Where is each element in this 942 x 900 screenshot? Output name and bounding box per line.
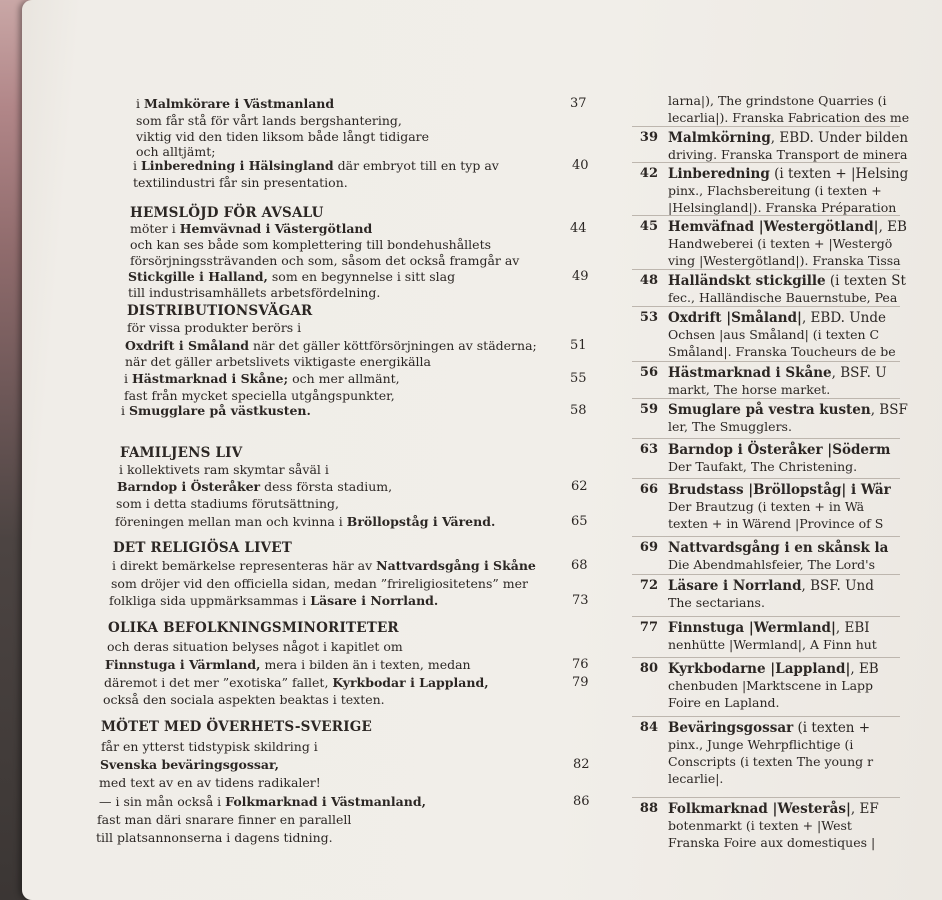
image-number: 56 [639, 365, 658, 380]
bold-title: Hästmarknad i Skåne [668, 365, 832, 381]
image-number: 39 [639, 130, 658, 145]
index-line: driving. Franska Transport de minera [668, 147, 908, 162]
section-heading: DISTRIBUTIONSVÄGAR [127, 303, 313, 319]
page-number: 82 [573, 757, 590, 772]
text-span: för vissa produkter berörs i [127, 320, 302, 335]
index-line [668, 402, 908, 418]
bold-title: Läsare i Norrland. [310, 593, 439, 608]
bold-title: Halländskt stickgille [668, 273, 826, 289]
page-number: 44 [570, 221, 587, 236]
text-span: — i sin mån också i [99, 794, 226, 809]
index-line [668, 661, 879, 677]
text-span: och mer allmänt, [288, 371, 400, 386]
index-line: fec., Halländische Bauernstube, Pea [668, 290, 898, 305]
image-number: 77 [639, 620, 658, 635]
page-number: 37 [570, 96, 587, 111]
text-span: möter i [130, 221, 180, 236]
text-span: föreningen mellan man och kvinna i [115, 514, 347, 529]
text-span: i kollektivets ram skymtar såväl i [119, 462, 329, 477]
bold-title: Nattvardsgång i en skånsk la [668, 540, 889, 556]
image-number: 53 [639, 310, 658, 325]
section-heading: DET RELIGIÖSA LIVET [113, 540, 293, 556]
bold-title: Stickgille i Halland, [128, 269, 268, 284]
page-number: 73 [572, 593, 589, 608]
index-line [668, 219, 907, 235]
index-line [668, 310, 886, 326]
text-span: , BSF [870, 402, 908, 418]
bold-title: Nattvardsgång i Skåne [376, 558, 536, 573]
text-line [105, 657, 471, 673]
bold-title: Barndop i Österåker |Söderm [668, 442, 891, 458]
page-number: 68 [571, 558, 588, 573]
text-line [97, 812, 351, 828]
text-line [136, 129, 429, 145]
text-span: (i texten + |Helsing [769, 166, 909, 182]
bold-title: Finnstuga |Wermland| [668, 620, 836, 636]
text-span: (i texten St [825, 273, 906, 289]
entry-divider [632, 162, 900, 163]
text-span: där embryot till en typ av [333, 158, 499, 173]
text-line [130, 253, 519, 269]
bold-title: Linberedning i Hälsingland [140, 158, 334, 173]
text-line [115, 514, 495, 530]
entry-divider [632, 716, 900, 717]
text-line [103, 692, 385, 708]
index-line: Conscripts (i texten The young r [668, 754, 874, 769]
page-number: 62 [571, 479, 588, 494]
text-span: får en ytterst tidstypisk skildring i [101, 739, 318, 754]
text-span: i [124, 371, 132, 386]
bold-title: Brudstass |Bröllopståg| i Wär [668, 482, 891, 498]
text-span: , EBD. Unde [801, 310, 886, 326]
bold-title: Hästmarknad i Skåne; [131, 371, 289, 386]
text-line [96, 830, 333, 846]
index-line [668, 273, 906, 289]
text-span: folkliga sida uppmärksammas i [109, 593, 311, 608]
text-span: som dröjer vid den officiella sidan, medan ”frireligiositetens” mer [111, 576, 528, 591]
index-line: nenhütte |Wermland|, A Finn hut [668, 637, 877, 652]
text-line [128, 285, 380, 301]
text-span: också den sociala aspekten beaktas i texten. [103, 692, 385, 707]
text-span: till industrisamhällets arbetsfördelning. [128, 285, 381, 300]
text-line [130, 237, 491, 253]
text-line [119, 462, 329, 478]
text-span: med text av en av tidens radikaler! [99, 775, 321, 790]
bold-title: Svenska beväringsgossar, [100, 757, 280, 772]
text-span: när det gäller arbetslivets viktigaste energikälla [125, 354, 431, 369]
bold-title: Smugglare på västkusten. [128, 403, 311, 418]
index-line [668, 578, 874, 594]
text-span: , EBI [835, 620, 870, 636]
bold-title: Malmkörare i Västmanland [143, 96, 335, 111]
index-line: |Helsingland|). Franska Préparation [668, 200, 897, 215]
bold-title: Linberedning [668, 166, 770, 182]
text-line [127, 320, 301, 336]
index-line [668, 482, 891, 498]
entry-divider [632, 269, 900, 270]
index-line: Der Brautzug (i texten + in Wä [668, 499, 865, 514]
page-number: 65 [571, 514, 588, 529]
index-line [668, 801, 879, 817]
image-number: 72 [639, 578, 658, 593]
text-span: när det gäller köttförsörjningen av städerna; [249, 338, 537, 353]
text-span: som en begynnelse i sitt slag [267, 269, 456, 284]
text-span: i [121, 403, 129, 418]
index-line: lecarlie|. [668, 771, 724, 786]
image-number: 42 [639, 166, 658, 181]
text-line [99, 775, 321, 791]
bold-title: Beväringsgossar [668, 720, 794, 736]
text-span: i direkt bemärkelse representeras här av [112, 558, 377, 573]
text-span: viktig vid den tiden liksom både långt tidigare [136, 129, 430, 144]
index-line: ler, The Smugglers. [668, 419, 792, 434]
entry-divider [632, 616, 900, 617]
text-span: däremot i det mer ”exotiska” fallet, [104, 675, 333, 690]
image-number: 66 [639, 482, 658, 497]
image-number: 45 [639, 219, 658, 234]
text-line [133, 158, 499, 174]
entry-divider [632, 306, 900, 307]
text-line [128, 269, 455, 285]
entry-divider [632, 361, 900, 362]
index-line: lecarlia|). Franska Fabrication des me [668, 110, 910, 125]
entry-divider [632, 657, 900, 658]
index-line: botenmarkt (i texten + |West [668, 818, 852, 833]
text-span: till platsannonserna i dagens tidning. [96, 830, 333, 845]
page-number: 40 [572, 158, 589, 173]
text-line [133, 175, 348, 191]
text-line [125, 354, 431, 370]
section-heading: HEMSLÖJD FÖR AVSALU [130, 205, 324, 221]
index-line: pinx., Junge Wehrpflichtige (i [668, 737, 854, 752]
text-line [116, 496, 339, 512]
image-number: 69 [639, 540, 658, 555]
bold-title: Oxdrift |Småland| [668, 310, 802, 326]
text-span: mera i bilden än i texten, medan [260, 657, 471, 672]
section-heading: FAMILJENS LIV [120, 445, 243, 461]
text-line [107, 639, 403, 655]
index-line: The sectarians. [668, 595, 765, 610]
index-line [668, 540, 888, 556]
image-number: 88 [639, 801, 658, 816]
image-number: 48 [639, 273, 658, 288]
text-line [124, 388, 395, 404]
text-span: och alltjämt; [136, 144, 216, 159]
section-heading: MÖTET MED ÖVERHETS-SVERIGE [101, 719, 372, 735]
entry-divider [632, 126, 900, 127]
page-number: 76 [572, 657, 589, 672]
index-line: larna|), The grindstone Quarries (i [668, 93, 887, 108]
text-line [101, 739, 318, 755]
text-line [125, 338, 537, 354]
text-line [117, 479, 392, 495]
text-line [121, 403, 311, 419]
index-line: Handweberei (i texten + |Westergö [668, 236, 893, 251]
bold-title: Folkmarknad |Westerås| [668, 801, 851, 817]
page-number: 51 [570, 338, 587, 353]
index-line [668, 166, 908, 182]
text-span: dess första stadium, [260, 479, 393, 494]
index-line [668, 442, 890, 458]
entry-divider [632, 478, 900, 479]
text-span: , EB [878, 219, 907, 235]
page-number: 79 [572, 675, 589, 690]
entry-divider [632, 398, 900, 399]
index-line [668, 130, 908, 146]
text-span: fast från mycket speciella utgångspunkter, [124, 388, 395, 403]
image-number: 59 [639, 402, 658, 417]
image-number: 63 [639, 442, 658, 457]
bold-title: Hemvävnad i Västergötland [179, 221, 373, 236]
bold-title: Malmkörning [668, 130, 771, 146]
section-heading: OLIKA BEFOLKNINGSMINORITETER [108, 620, 399, 636]
index-line: markt, The horse market. [668, 382, 831, 397]
text-line [104, 675, 489, 691]
page-number: 86 [573, 794, 590, 809]
page-number: 58 [570, 403, 587, 418]
page-number: 55 [570, 371, 587, 386]
bold-title: Smuglare på vestra kusten [668, 402, 871, 418]
bold-title: Bröllopståg i Värend. [346, 514, 496, 529]
text-span: och deras situation belyses något i kapitlet om [107, 639, 403, 654]
bold-title: Folkmarknad i Västmanland, [225, 794, 426, 809]
text-span: i [133, 158, 141, 173]
bold-title: Läsare i Norrland [668, 578, 802, 594]
entry-divider [632, 797, 900, 798]
text-line [99, 794, 426, 810]
index-line: Der Taufakt, The Christening. [668, 459, 858, 474]
text-span: , EF [850, 801, 879, 817]
index-line: texten + in Wärend |Province of S [668, 516, 884, 531]
index-line [668, 620, 870, 636]
bold-title: Barndop i Österåker [117, 479, 261, 494]
index-line [668, 720, 870, 736]
text-span: , BSF. Und [801, 578, 874, 594]
text-span: fast man däri snarare finner en parallell [97, 812, 352, 827]
text-line [124, 371, 400, 387]
text-line [109, 593, 438, 609]
text-span: i [136, 96, 144, 111]
page-number: 49 [572, 269, 589, 284]
image-number: 80 [639, 661, 658, 676]
index-line: Foire en Lapland. [668, 695, 780, 710]
bold-title: Kyrkbodarne |Lappland| [668, 661, 851, 677]
text-line [136, 113, 402, 129]
index-line: ving |Westergötland|). Franska Tissa [668, 253, 901, 268]
text-span: textilindustri får sin presentation. [133, 175, 348, 190]
bold-title: Kyrkbodar i Lappland, [332, 675, 489, 690]
text-span: som får stå för vårt lands bergshantering, [136, 113, 402, 128]
index-line: Die Abendmahlsfeier, The Lord's [668, 557, 876, 572]
entry-divider [632, 574, 900, 575]
index-line: Franska Foire aux domestiques | [668, 835, 876, 850]
text-span: och kan ses både som komplettering till bondehushållets [130, 237, 492, 252]
text-span: , EBD. Under bilden [770, 130, 909, 146]
entry-divider [632, 438, 900, 439]
entry-divider [632, 536, 900, 537]
text-line [112, 558, 536, 574]
text-line [136, 96, 334, 112]
bold-title: Finnstuga i Värmland, [105, 657, 261, 672]
text-line [130, 221, 372, 237]
index-line: chenbuden |Marktscene in Lapp [668, 678, 874, 693]
text-line [100, 757, 279, 773]
index-line: pinx., Flachsbereitung (i texten + [668, 183, 882, 198]
index-line [668, 365, 887, 381]
index-line: Ochsen |aus Småland| (i texten C [668, 327, 880, 342]
index-line: Småland|. Franska Toucheurs de be [668, 344, 896, 359]
text-span: (i texten + [793, 720, 871, 736]
text-span: som i detta stadiums förutsättning, [116, 496, 339, 511]
bold-title: Hemväfnad |Westergötland| [668, 219, 879, 235]
text-line [111, 576, 528, 592]
entry-divider [632, 215, 900, 216]
image-number: 84 [639, 720, 658, 735]
text-span: försörjningssträvanden och som, såsom det också framgår av [130, 253, 520, 268]
text-span: , BSF. U [831, 365, 887, 381]
text-span: , EB [850, 661, 879, 677]
bold-title: Oxdrift i Småland [125, 338, 250, 353]
